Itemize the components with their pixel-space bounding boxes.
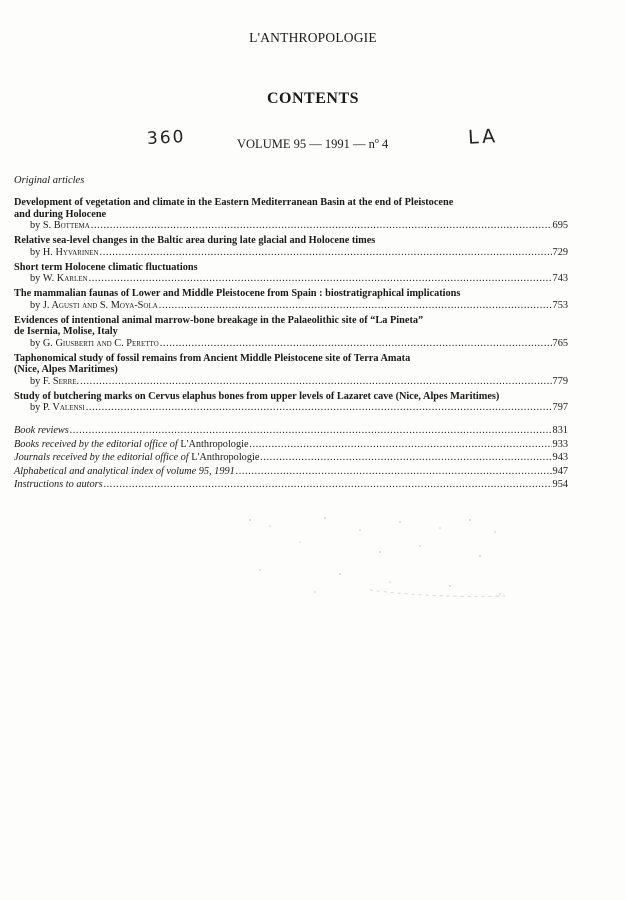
article-entry: [14, 288, 568, 312]
article-authors: S. Bottema: [42, 220, 90, 231]
article-title-cont: and during Holocene: [14, 208, 107, 220]
article-byline: [14, 376, 568, 388]
page-number: 933: [552, 438, 568, 450]
page-number: 954: [552, 479, 568, 490]
by-label: by: [30, 299, 43, 311]
misc-entry: [14, 451, 568, 465]
leader-dots: [104, 478, 552, 492]
page-number: 695: [552, 220, 568, 231]
misc-entry: [14, 438, 568, 452]
handwritten-note-number: 360: [146, 127, 186, 149]
article-entry: [14, 353, 568, 388]
leader-dots: [86, 402, 552, 414]
leader-dots: [100, 247, 552, 259]
misc-label: Instructions to autors: [14, 479, 103, 490]
journal-title: L'ANTHROPOLOGIE: [249, 30, 377, 45]
by-label: by: [30, 402, 43, 413]
article-authors: G. Giusberti and C. Peretto: [42, 337, 159, 349]
article-title: Study of butchering marks on Cervus elaphus bones from upper levels of Lazaret cave (Nice, Alpes Maritimes): [14, 390, 500, 402]
leader-dots: [236, 465, 552, 479]
article-title: The mammalian faunas of Lower and Middle Pleistocene from Spain : biostratigraphical implications: [14, 288, 461, 299]
by-label: by: [30, 337, 43, 349]
article-entry: [14, 315, 568, 350]
article-entry: [14, 197, 568, 232]
article-byline: [14, 300, 568, 312]
page-number: 765: [552, 337, 568, 349]
misc-label: Journals received by the editorial office of: [14, 452, 192, 463]
issue-superscript: o: [374, 136, 379, 145]
by-label: by: [30, 246, 43, 258]
leader-dots: [70, 424, 552, 438]
leader-dots: [159, 300, 552, 312]
article-byline: [14, 273, 568, 285]
leader-dots: [80, 376, 551, 388]
article-byline: [14, 220, 568, 232]
article-title: Relative sea-level changes in the Baltic area during late glacial and Holocene times: [14, 235, 376, 246]
misc-entry: [14, 424, 568, 438]
article-byline: [14, 402, 568, 414]
misc-label: Books received by the editorial office of: [14, 438, 181, 450]
misc-label: Book reviews: [14, 425, 69, 436]
table-of-contents: [14, 197, 568, 492]
volume-text: VOLUME 95 — 1991 — n: [237, 137, 375, 152]
leader-dots: [89, 273, 552, 285]
leader-dots: [160, 338, 552, 350]
page-number: 943: [552, 452, 568, 463]
page-number: 831: [552, 425, 568, 436]
misc-entry: [14, 465, 568, 479]
page-number: 743: [552, 273, 568, 284]
article-title: Evidences of intentional animal marrow-bone breakage in the Palaeolithic site of “La Pineta”: [14, 314, 424, 326]
handwritten-note-initials: LA: [467, 125, 499, 149]
misc-label-journal: L'Anthropologie: [191, 452, 260, 463]
by-label: by: [30, 220, 43, 231]
by-label: by: [30, 273, 43, 284]
faded-stamp-mark: [230, 512, 520, 607]
page-number: 779: [552, 375, 568, 387]
article-authors: F. Serre.: [42, 375, 80, 387]
article-title: Development of vegetation and climate in the Eastern Mediterranean Basin at the end of Pleistocene: [14, 197, 454, 208]
misc-section: [14, 424, 568, 492]
by-label: by: [30, 375, 43, 387]
misc-label: Alphabetical and analytical index of volume 95, 1991: [14, 465, 235, 477]
section-label: Original articles: [14, 175, 85, 186]
page-number: 729: [552, 246, 568, 258]
misc-label-journal: L'Anthropologie: [180, 438, 249, 450]
article-authors: H. Hyvarinen: [42, 246, 99, 258]
article-authors: J. Agusti and S. Moya-Sola: [42, 299, 158, 311]
article-title-cont: de Isernia, Molise, Italy: [14, 326, 118, 337]
article-title: Short term Holocene climatic fluctuations: [14, 261, 198, 273]
contents-heading: CONTENTS: [266, 90, 360, 107]
leader-dots: [260, 451, 551, 465]
article-authors: P. Valensi: [42, 402, 85, 413]
article-entry: [14, 262, 568, 286]
misc-entry: [14, 478, 568, 492]
article-entry: [14, 391, 568, 415]
article-byline: [14, 338, 568, 350]
article-entry: [14, 235, 568, 259]
page-number: 753: [552, 299, 568, 311]
page-number: 797: [552, 402, 568, 413]
article-title-cont: (Nice, Alpes Maritimes): [14, 364, 118, 375]
article-byline: [14, 247, 568, 259]
leader-dots: [250, 438, 552, 452]
article-title: Taphonomical study of fossil remains from Ancient Middle Pleistocene site of Terra Amata: [14, 352, 411, 364]
article-authors: W. Karlen: [42, 273, 88, 284]
leader-dots: [91, 220, 552, 232]
page-number: 947: [552, 465, 568, 477]
volume-line: [237, 136, 388, 152]
issue-number: 4: [378, 137, 389, 152]
